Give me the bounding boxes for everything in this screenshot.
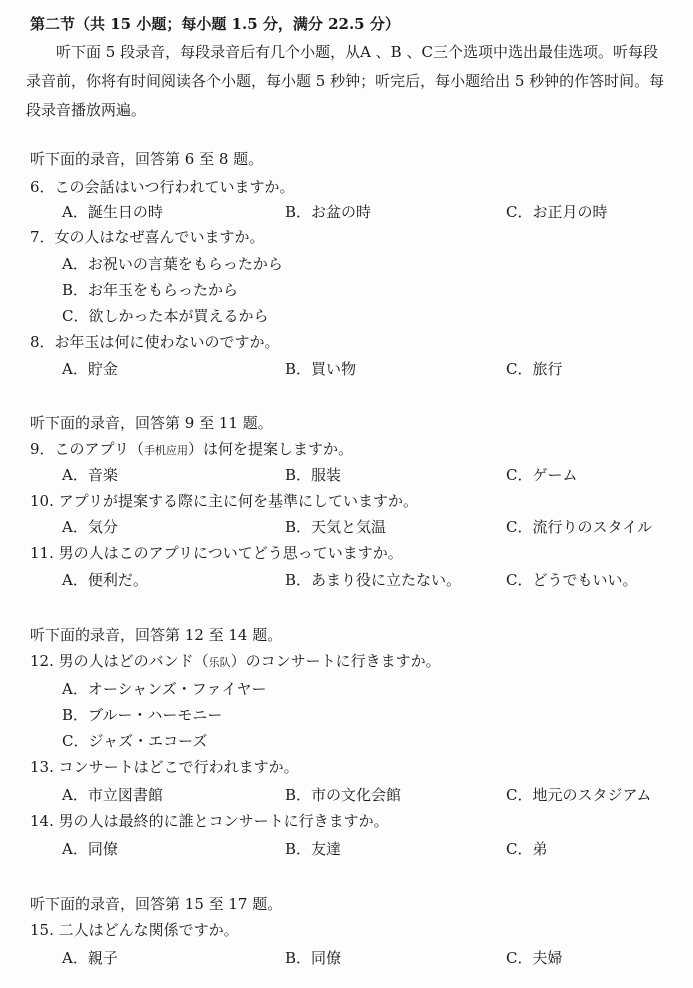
question-stem-part: 12. 男の人はどのバンド（ (30, 652, 209, 670)
option-b: B．友達 (285, 840, 342, 858)
question-stem (30, 651, 441, 673)
option-a: A．音楽 (62, 466, 118, 484)
option-c: C．地元のスタジアム (506, 786, 652, 804)
option-a: A．貯金 (62, 360, 118, 378)
group-header: 听下面的录音，回答第 9 至 11 题。 (30, 414, 273, 432)
question-stem: 8．お年玉は何に使わないのですか。 (30, 333, 280, 351)
option-c: C．ジャズ・エコーズ (62, 732, 208, 750)
option-c: C．弟 (506, 840, 548, 858)
option-b: B．服装 (285, 466, 342, 484)
group-header: 听下面的录音，回答第 15 至 17 题。 (30, 895, 283, 913)
question-stem: 13. コンサートはどこで行われますか。 (30, 758, 299, 776)
option-b: B．天気と気温 (285, 518, 387, 536)
question-stem: 7．女の人はなぜ喜んでいますか。 (30, 228, 265, 246)
option-b: B．買い物 (285, 360, 357, 378)
question-stem: 14. 男の人は最終的に誰とコンサートに行きますか。 (30, 812, 389, 830)
question-stem-note: 手机应用 (143, 444, 188, 457)
group-header: 听下面的录音，回答第 6 至 8 题。 (30, 150, 264, 168)
option-c: C．旅行 (506, 360, 563, 378)
instructions-paragraph: 听下面 5 段录音，每段录音后有几个小题，从A 、B 、C三个选项中选出最佳选项。听每段录音前，你将有时间阅读各个小题，每小题 5 秒钟；听完后，每小题给出 5 秒钟的作答时间。每段录音播放两遍。 (26, 43, 665, 119)
option-a: A．誕生日の時 (62, 203, 163, 221)
option-c: C．どうでもいい。 (506, 571, 638, 589)
option-b: B．ブルー・ハーモニー (62, 706, 223, 724)
option-c: C．流行りのスタイル (506, 518, 653, 536)
option-a: A．気分 (62, 518, 118, 536)
question-stem: 11. 男の人はこのアプリについてどう思っていますか。 (30, 544, 403, 562)
option-b: B．あまり役に立たない。 (285, 571, 462, 589)
option-c: C．お正月の時 (506, 203, 608, 221)
option-c: C．夫婦 (506, 949, 563, 967)
question-stem: 15. 二人はどんな関係ですか。 (30, 921, 239, 939)
option-a: A．市立図書館 (62, 786, 163, 804)
option-a: A．親子 (62, 949, 118, 967)
option-c: C．欲しかった本が買えるから (62, 307, 269, 325)
question-stem: 10. アプリが提案する際に主に何を基準にしていますか。 (30, 492, 419, 510)
option-b: B．市の文化会館 (285, 786, 402, 804)
option-b: B．お盆の時 (285, 203, 372, 221)
option-b: B．同僚 (285, 949, 342, 967)
question-stem: 6．この会話はいつ行われていますか。 (30, 178, 295, 196)
option-a: A．お祝いの言葉をもらったから (62, 255, 283, 273)
question-stem (30, 439, 353, 461)
question-stem-note: 乐队 (208, 656, 231, 669)
group-header: 听下面的录音，回答第 12 至 14 题。 (30, 626, 283, 644)
option-b: B．お年玉をもらったから (62, 281, 239, 299)
question-stem-part: ）は何を提案しますか。 (187, 440, 353, 458)
option-a: A．同僚 (62, 840, 118, 858)
question-stem-part: ）のコンサートに行きますか。 (230, 652, 441, 670)
section-title: 第二节（共 15 小题；每小题 1.5 分，满分 22.5 分） (30, 15, 400, 33)
option-a: A．便利だ。 (62, 571, 148, 589)
option-c: C．ゲーム (506, 466, 578, 484)
option-a: A．オーシャンズ・ファイヤー (62, 680, 267, 698)
question-stem-part: 9．このアプリ（ (30, 440, 144, 458)
